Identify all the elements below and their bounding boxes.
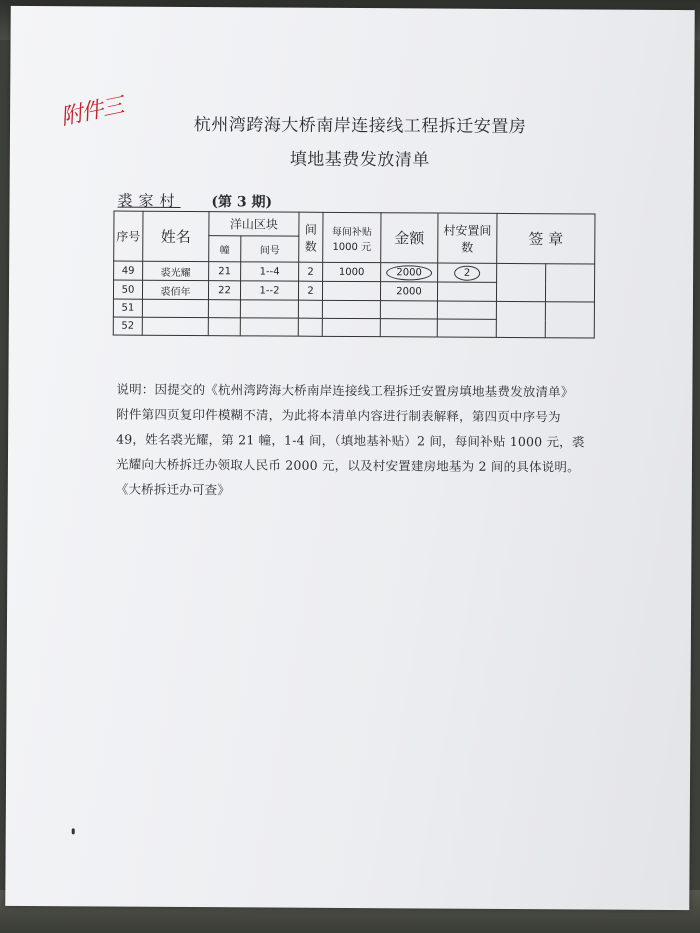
cell-resettle <box>437 301 496 319</box>
village-heading <box>118 190 273 212</box>
cell-subsidy <box>322 281 380 300</box>
cell-subsidy: 1000 <box>323 262 381 281</box>
note-line: 光耀向大桥拆迁办领取人民币 2000 元，以及村安置建房地基为 2 间的具体说明。 <box>115 456 580 475</box>
document-page <box>5 6 694 910</box>
cell-building: 21 <box>209 262 241 281</box>
note-line: 附件第四页复印件模糊不清，为此将本清单内容进行制表解释，第四页中序号为 <box>116 406 561 425</box>
note-line: 49，姓名裘光耀，第 21 幢，1-4 间，（填地基补贴）2 间，每间补贴 1000 元，裘 <box>116 431 585 450</box>
cell-subsidy <box>322 318 380 336</box>
cell-room-no <box>240 300 298 318</box>
explanation-note <box>116 377 597 505</box>
cell-name: 裘光耀 <box>143 261 209 280</box>
header-sign: 签 章 <box>497 213 595 264</box>
cell-sign-b <box>545 264 594 302</box>
cell-subsidy <box>322 300 380 318</box>
cell-resettle <box>437 319 496 337</box>
cell-sign-b <box>545 302 594 338</box>
village-name: 裘家村 <box>117 191 181 210</box>
cell-building <box>208 318 240 336</box>
cell-amount <box>380 319 437 337</box>
cell-seq: 50 <box>113 280 142 299</box>
phase-label: (第 3 期) <box>211 194 273 211</box>
cell-name: 裘佰年 <box>142 280 208 299</box>
handwritten-annotation: 附件三 <box>58 93 126 131</box>
header-building: 幢 <box>209 236 241 262</box>
cell-amount <box>380 301 437 319</box>
cell-resettle <box>438 263 497 282</box>
cell-rooms <box>298 318 322 336</box>
circled-amount: 2000 <box>386 265 432 280</box>
cell-room-no <box>240 318 298 336</box>
note-line: 《大桥拆迁办可查》 <box>115 481 231 498</box>
header-subsidy: 每间补贴 1000 元 <box>323 212 381 262</box>
payment-table <box>113 211 596 339</box>
cell-building <box>208 300 240 318</box>
cell-amount: 2000 <box>380 282 437 301</box>
header-seq: 序号 <box>114 211 143 261</box>
cell-seq: 49 <box>114 261 143 280</box>
cell-seq: 52 <box>113 317 142 335</box>
header-rooms: 间数 <box>299 212 323 262</box>
cell-room-no: 1--4 <box>241 262 299 281</box>
header-resettle: 村安置间数 <box>438 213 497 263</box>
cell-amount <box>381 263 438 282</box>
circled-resettle: 2 <box>454 265 480 280</box>
note-line: 说明：因提交的《杭州湾跨海大桥南岸连接线工程拆迁安置房填地基费发放清单》 <box>116 381 574 400</box>
cell-sign-a <box>496 263 545 301</box>
header-room-no: 间号 <box>241 236 299 262</box>
ink-mark <box>72 828 75 834</box>
cell-name <box>142 317 208 335</box>
header-block: 洋山区块 <box>209 212 299 237</box>
cell-sign-a <box>496 301 545 337</box>
header-name: 姓名 <box>143 211 209 261</box>
cell-name <box>142 299 208 317</box>
cell-seq: 51 <box>113 299 142 317</box>
cell-rooms: 2 <box>298 281 322 300</box>
document-subtitle: 填地基费发放清单 <box>289 149 430 171</box>
cell-resettle <box>437 282 496 301</box>
header-amount: 金额 <box>381 213 438 263</box>
cell-rooms: 2 <box>299 262 323 281</box>
cell-room-no: 1--2 <box>240 281 298 300</box>
document-title: 杭州湾跨海大桥南岸连接线工程拆迁安置房 <box>193 115 527 138</box>
cell-rooms <box>298 300 322 318</box>
cell-building: 22 <box>208 281 240 300</box>
